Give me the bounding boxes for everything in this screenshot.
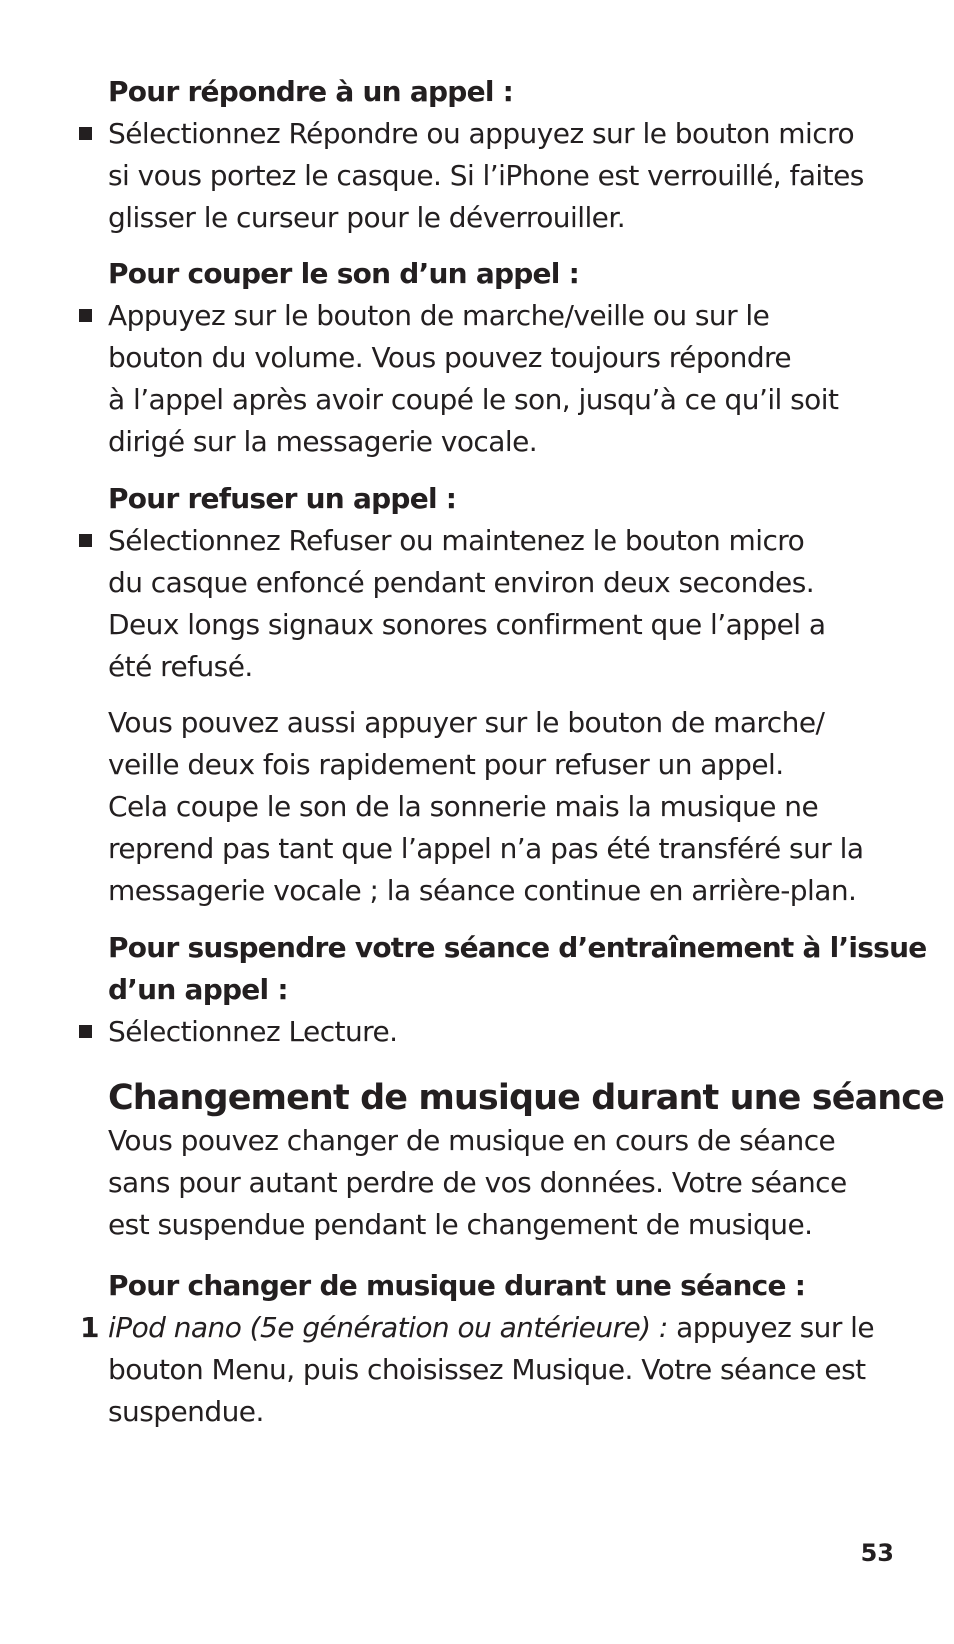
note-text: Cela coupe le son de la sonnerie mais la musique ne bbox=[108, 790, 819, 823]
step-first-line bbox=[108, 1306, 874, 1350]
step-number: 1 bbox=[80, 1311, 100, 1344]
bullet-text: Sélectionnez Refuser ou maintenez le bouton micro bbox=[108, 524, 805, 557]
bullet-text: Sélectionnez Lecture. bbox=[108, 1015, 398, 1048]
bullet-text: glisser le curseur pour le déverrouiller. bbox=[108, 201, 626, 234]
bullet-text: du casque enfoncé pendant environ deux secondes. bbox=[108, 566, 815, 599]
bullet-text: Appuyez sur le bouton de marche/veille ou sur le bbox=[108, 299, 770, 332]
main-heading: Changement de musique durant une séance bbox=[108, 1078, 944, 1118]
step-instruction-start: appuyez sur le bbox=[667, 1311, 875, 1344]
section-title: Pour refuser un appel : bbox=[108, 482, 457, 515]
note-text: Vous pouvez aussi appuyer sur le bouton de marche/ bbox=[108, 706, 825, 739]
procedure-title: Pour changer de musique durant une séance : bbox=[108, 1269, 806, 1302]
step-text: suspendue. bbox=[108, 1395, 264, 1428]
paragraph-text: est suspendue pendant le changement de musique. bbox=[108, 1208, 813, 1241]
bullet-text: à l’appel après avoir coupé le son, jusqu’à ce qu’il soit bbox=[108, 383, 839, 416]
step-text: bouton Menu, puis choisissez Musique. Votre séance est bbox=[108, 1353, 866, 1386]
section-title: Pour répondre à un appel : bbox=[108, 75, 514, 108]
bullet-marker bbox=[79, 127, 92, 140]
bullet-text: dirigé sur la messagerie vocale. bbox=[108, 425, 538, 458]
page-number: 53 bbox=[860, 1539, 894, 1567]
step-device-label: iPod nano (5e génération ou antérieure) : bbox=[108, 1311, 668, 1344]
bullet-marker bbox=[79, 309, 92, 322]
paragraph-text: Vous pouvez changer de musique en cours de séance bbox=[108, 1124, 836, 1157]
note-text: messagerie vocale ; la séance continue en arrière-plan. bbox=[108, 874, 857, 907]
section-title: Pour suspendre votre séance d’entraînement à l’issue bbox=[108, 931, 927, 964]
bullet-text: bouton du volume. Vous pouvez toujours répondre bbox=[108, 341, 792, 374]
bullet-marker bbox=[79, 1025, 92, 1038]
bullet-text: été refusé. bbox=[108, 650, 253, 683]
bullet-text: Deux longs signaux sonores confirment que l’appel a bbox=[108, 608, 826, 641]
bullet-text: Sélectionnez Répondre ou appuyez sur le bouton micro bbox=[108, 117, 855, 150]
note-text: veille deux fois rapidement pour refuser un appel. bbox=[108, 748, 784, 781]
note-text: reprend pas tant que l’appel n’a pas été transféré sur la bbox=[108, 832, 864, 865]
bullet-text: si vous portez le casque. Si l’iPhone est verrouillé, faites bbox=[108, 159, 864, 192]
section-title: Pour couper le son d’un appel : bbox=[108, 257, 580, 290]
bullet-marker bbox=[79, 534, 92, 547]
section-title-continued: d’un appel : bbox=[108, 973, 288, 1006]
paragraph-text: sans pour autant perdre de vos données. Votre séance bbox=[108, 1166, 847, 1199]
